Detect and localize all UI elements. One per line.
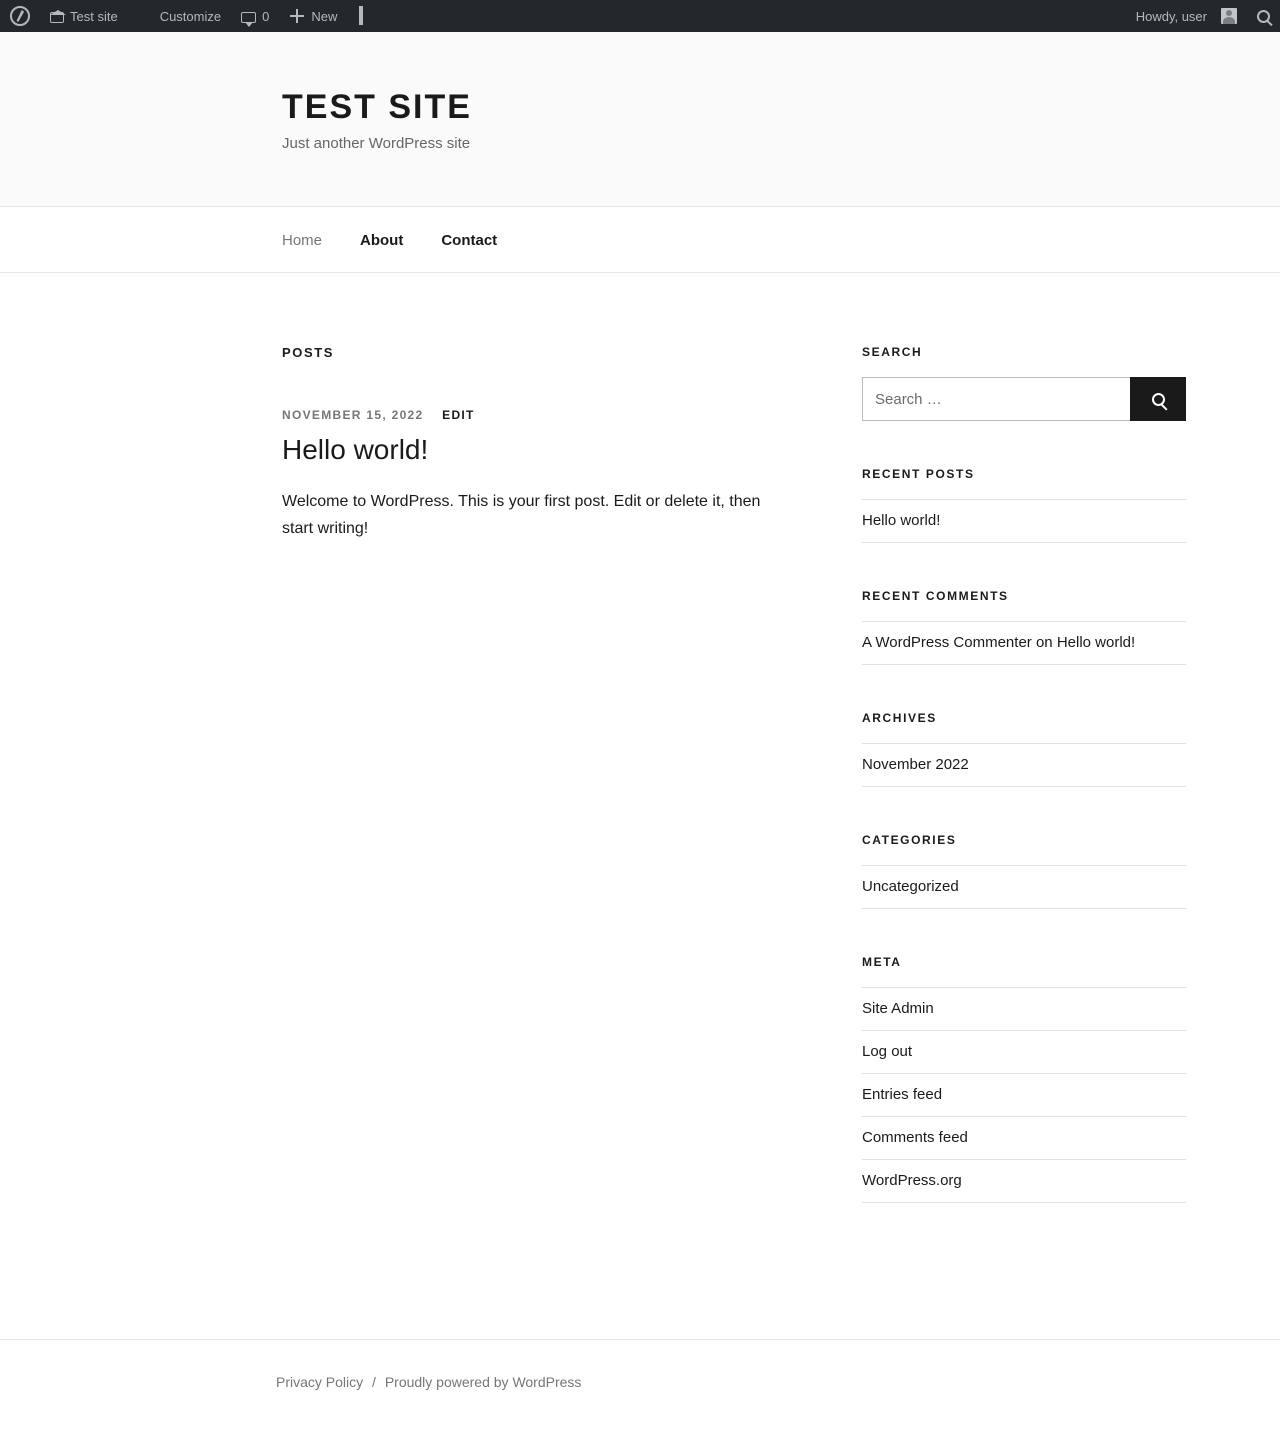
adminbar-site-name-button[interactable] [40,0,128,32]
adminbar-right-group [1126,0,1280,32]
wordpress-logo-icon [10,6,30,26]
meta-link-wordpress-org[interactable]: WordPress.org [862,1172,962,1189]
recent-post-link[interactable]: Hello world! [862,512,941,529]
recent-posts-list [862,499,1186,543]
list-item [862,865,1186,909]
adminbar-search-button[interactable] [1247,0,1280,32]
meta-list [862,987,1186,1203]
post-meta [282,408,822,422]
comment-bubble-icon [241,12,256,23]
list-item [862,987,1186,1031]
list-item [862,621,1186,665]
adminbar-customize-button[interactable] [128,0,231,32]
meta-link-site-admin[interactable]: Site Admin [862,1000,934,1017]
adminbar-site-name-label: Test site [70,8,118,24]
widget-recent-posts-title: RECENT POSTS [862,467,975,481]
posts-column [282,345,822,1249]
adminbar-account-button[interactable] [1126,0,1247,32]
adminbar-plugin-button[interactable] [347,0,383,32]
list-item [862,1117,1186,1160]
widget-meta-title: META [862,955,902,969]
post-article [282,408,822,542]
adminbar-new-button[interactable] [279,0,347,32]
search-form [862,377,1186,421]
page-title: POSTS [282,345,335,360]
search-icon [1257,10,1270,23]
privacy-policy-link[interactable]: Privacy Policy [276,1374,364,1390]
meta-link-comments-feed[interactable]: Comments feed [862,1129,968,1146]
powered-by-link[interactable]: Proudly powered by WordPress [384,1374,582,1390]
site-footer [0,1339,1280,1430]
nav-item-about[interactable]: About [360,231,404,249]
list-item [862,499,1186,543]
categories-list [862,865,1186,909]
footer-credits [276,1374,1186,1390]
admin-bar [0,0,1280,32]
widget-archives-title: ARCHIVES [862,711,937,725]
footer-separator: / [372,1374,376,1390]
list-item [862,1160,1186,1203]
post-excerpt: Welcome to WordPress. This is your first post. Edit or delete it, then start writing! [282,493,761,538]
sidebar [862,345,1186,1249]
avatar [1221,8,1237,24]
widget-search [862,345,1186,421]
adminbar-comments-count: 0 [262,8,270,24]
paintbrush-icon [138,8,154,24]
comment-on-text: on [1035,634,1053,651]
list-item [862,1074,1186,1117]
archive-link[interactable]: November 2022 [862,756,969,773]
nav-item-contact[interactable]: Contact [441,231,498,249]
plus-icon [289,8,305,24]
post-date-link[interactable]: NOVEMBER 15, 2022 [282,408,424,422]
widget-recent-comments-title: RECENT COMMENTS [862,589,1009,603]
search-icon [1152,393,1165,406]
meta-link-entries-feed[interactable]: Entries feed [862,1086,943,1103]
widget-categories [862,833,1186,909]
widget-archives [862,711,1186,787]
site-header [0,32,1280,207]
primary-navigation [0,207,1280,273]
post-edit-link[interactable]: EDIT [442,408,475,422]
recent-comments-list [862,621,1186,665]
comment-author-link[interactable]: A WordPress Commenter [862,634,1032,651]
list-item [862,1031,1186,1074]
widget-recent-comments [862,589,1186,665]
comment-post-link[interactable]: Hello world! [1056,634,1136,651]
main-content [0,273,1280,1339]
widget-search-title: SEARCH [862,345,923,359]
post-title[interactable]: Hello world! [282,434,429,465]
search-input[interactable] [862,377,1130,421]
adminbar-wp-logo-button[interactable] [0,0,40,32]
adminbar-customize-label: Customize [159,8,222,24]
diamond-icon [357,8,373,24]
adminbar-howdy-label: Howdy, user [1135,8,1207,24]
widget-recent-posts [862,467,1186,543]
nav-item-home[interactable]: Home [282,231,323,249]
adminbar-new-label: New [311,8,338,24]
meta-link-log-out[interactable]: Log out [862,1043,913,1060]
widget-meta [862,955,1186,1203]
site-title[interactable]: TEST SITE [282,88,472,126]
adminbar-comments-button[interactable] [231,0,279,32]
list-item [862,743,1186,787]
site-tagline: Just another WordPress site [282,135,471,152]
widget-categories-title: CATEGORIES [862,833,957,847]
search-submit-button[interactable] [1130,377,1186,421]
archives-list [862,743,1186,787]
category-link[interactable]: Uncategorized [862,878,959,895]
dashboard-house-icon [50,12,64,23]
